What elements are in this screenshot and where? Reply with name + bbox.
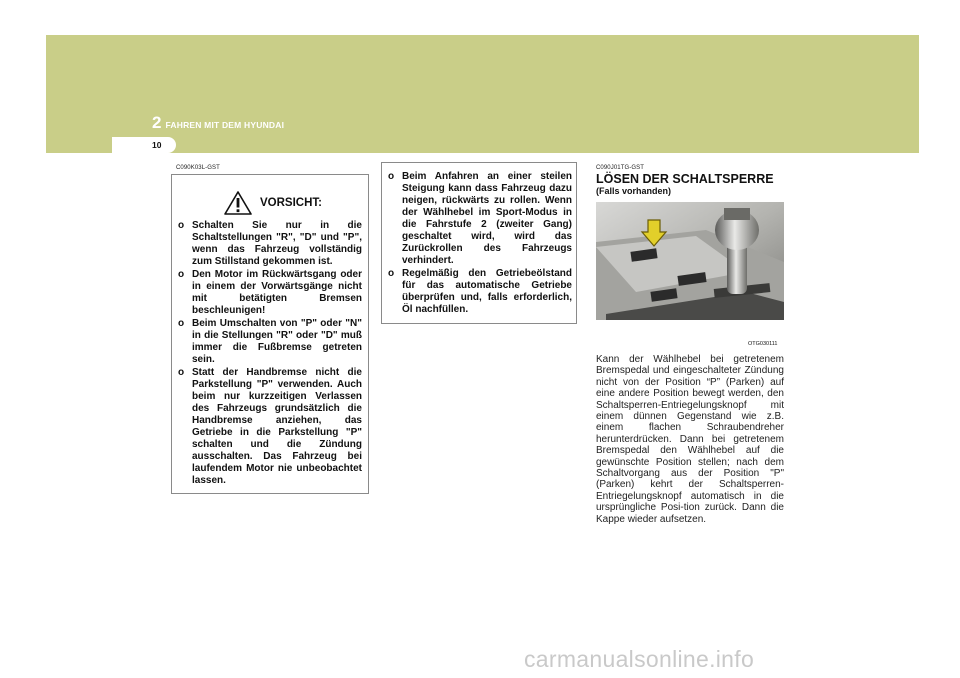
shift-lock-photo <box>596 202 784 320</box>
caution-box <box>171 174 369 494</box>
caution-title: VORSICHT: <box>260 197 322 209</box>
caution-header <box>178 191 362 215</box>
section-subtitle: (Falls vorhanden) <box>596 186 672 196</box>
chapter-title: FAHREN MIT DEM HYUNDAI <box>165 120 285 130</box>
section-title: LÖSEN DER SCHALTSPERRE <box>596 172 774 186</box>
page-number-tab <box>112 137 176 153</box>
section-body: Kann der Wählhebel bei getretenem Bremspedal und eingeschalteter Zündung nicht von der Position “P” (Parken) auf eine andere Position bewegt werden, den Schaltsperren-Entriegelungsknopf mit einem dünnen Gegenstand wie z.B. einem flachen Schraubendreher herunterdrücken. Dann bei getretenem Bremspedal den Wählhebel auf die gewünschte Position stellen; nach dem Schaltvorgang aus der Position "P" (Parken) kehrt der Schaltsperren-Entriegelungsknopf automatisch in die ursprüngliche Posi-tion zurück. Dann die Kappe wieder aufsetzen. <box>596 354 784 525</box>
right-section-code: C090J01TG-GST <box>596 165 644 171</box>
shift-lock-illustration <box>596 202 784 320</box>
left-section-code: C090K03L-GST <box>176 165 220 171</box>
chapter-heading <box>152 113 284 133</box>
caution-box-continued <box>381 162 577 324</box>
photo-code: OTG030111 <box>748 341 778 347</box>
caution-list-continued <box>388 171 572 316</box>
list-item: o Regelmäßig den Getriebeölstand für das automatische Getriebe überprüfen und, falls erforderlich, Öl nachfüllen. <box>388 268 572 315</box>
list-item: o Statt der Handbremse nicht die Parkstellung "P" verwenden. Auch beim nur kurzzeitigen Verlassen des Fahrzeugs grundsätzlich die Handbremse anziehen, das Getriebe in die Parkstellung "P" schalten und die Zündung ausschalten. Das Fahrzeug bei laufendem Motor nie unbeobachtet lassen. <box>178 367 362 486</box>
page-number: 10 <box>152 140 162 150</box>
header-band <box>46 35 919 153</box>
list-item: o Beim Umschalten von "P" oder "N" in die Stellungen "R" oder "D" muß immer die Fußbremse getreten sein. <box>178 318 362 365</box>
list-item: o Beim Anfahren an einer steilen Steigung kann dass Fahrzeug dazu neigen, rückwärts zu rollen. Wenn der Wählhebel im Sport-Modus in die Fahrstufe 2 (zweiter Gang) geschaltet wird, wird das Zurückrollen des Fahrzeugs verhindert. <box>388 171 572 266</box>
chapter-number: 2 <box>152 113 162 132</box>
warning-triangle-icon <box>224 191 252 215</box>
list-item: o Den Motor im Rückwärtsgang oder in einem der Vorwärtsgänge nicht mit betätigten Bremsen beschleunigen! <box>178 269 362 316</box>
list-item: o Schalten Sie nur in die Schaltstellungen "R", "D" und "P", wenn das Fahrzeug vollständig zum Stillstand gekommen ist. <box>178 220 362 267</box>
watermark: carmanualsonline.info <box>524 646 755 672</box>
caution-list <box>178 220 362 487</box>
